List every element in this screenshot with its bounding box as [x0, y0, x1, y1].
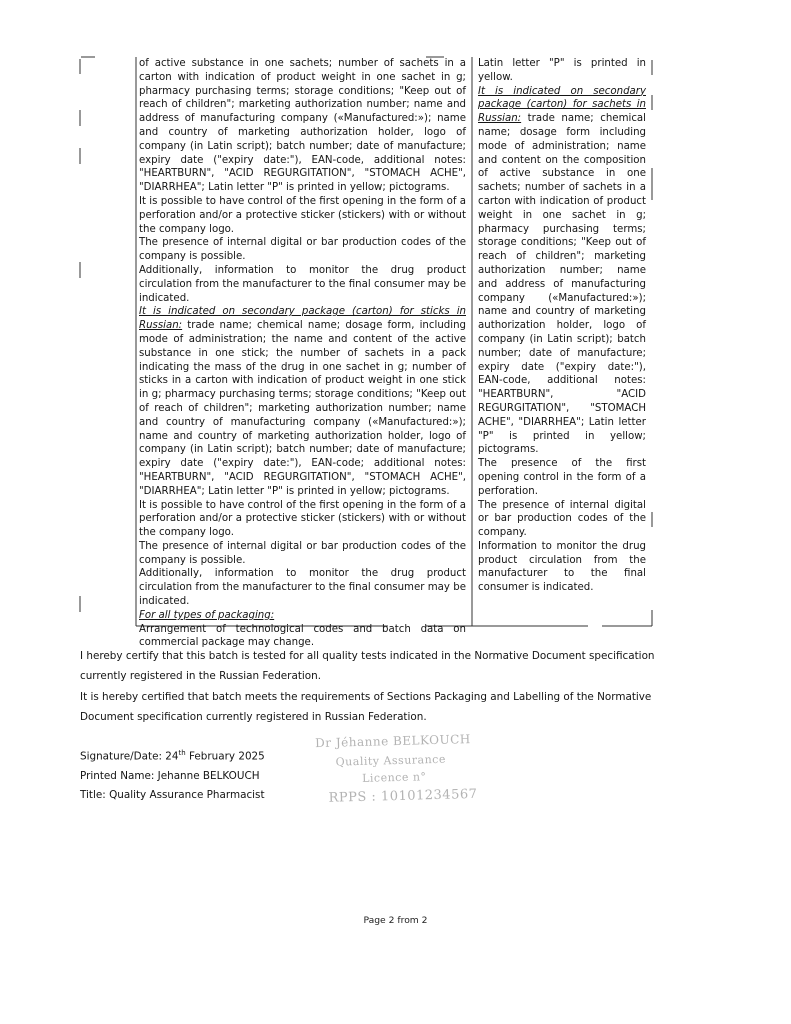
all-types-heading: For all types of packaging: [139, 609, 275, 621]
printed-name: Printed Name: Jehanne BELKOUCH [80, 769, 260, 782]
left-para-first-opening: It is possible to have control of the first opening in the form of a perforation and/or a protective sticker (stickers) with or without the company logo. [139, 195, 466, 235]
page-number: Page 2 from 2 [363, 915, 428, 926]
left-para-packaging-contents: of active substance in one sachets; number of sachets in a carton with indication of product weight in one sachet in g; pharmacy purchasing terms; storage conditions; "Keep out of reach of children"; marketing authorization number; name and address of manufacturing company («Manufactured:»); name and country of marketing authorization holder, logo of company (in Latin script); batch number; date of manufacture; expiry date ("expiry date:"), EAN-code, additional notes: "HEARTBURN", "ACID REGURGITATION", "STOMACH ACHE", "DIARRHEA"; Latin letter "P" is printed in yellow; pictograms. [139, 58, 466, 194]
right-column-text [478, 57, 646, 595]
certification-line-1: I hereby certify that this batch is tested for all quality tests indicated in the Normative Document specification currently registered in the Russian Federation. [80, 650, 655, 682]
quality-assurance-stamp [311, 732, 483, 814]
stamp-line-licence: Licence n° [361, 770, 427, 785]
left-para-first-opening-2: It is possible to have control of the first opening in the form of a perforation and/or a protective sticker (stickers) with or without the company logo. [139, 499, 466, 539]
sticks-section-text: trade name; chemical name; dosage form, including mode of administration; the name and content of the active substance in one stick; the number of sachets in a pack indicating the mass of the drug in one sachet in g; number of sticks in a carton with indication of product weight in one stick in g; pharmacy purchasing terms; storage conditions; "Keep out of reach of children"; marketing authorization number; name and country of manufacturing company («Manufactured:»); name and country of marketing authorization holder, logo of company (in Latin script); batch number; date of manufacture; expiry date ("expiry date:"), EAN-code; additional notes: "HEARTBURN", "ACID REGURGITATION", "STOMACH ACHE", "DIARRHEA"; Latin letter "P" is printed in yellow; pictograms. [139, 320, 466, 497]
right-para-first-opening: The presence of the first opening control in the form of a perforation. [478, 458, 646, 497]
right-para-circulation-info: Information to monitor the drug product circulation from the manufacturer to the final consumer is indicated. [478, 540, 646, 594]
signer-title: Title: Quality Assurance Pharmacist [80, 789, 265, 802]
right-para-production-codes: The presence of internal digital or bar production codes of the company. [478, 499, 646, 539]
left-para-circulation-info: Additionally, information to monitor the drug product circulation from the manufacturer to the final consumer may be indicated. [139, 264, 466, 304]
left-para-circulation-info-2: Additionally, information to monitor the drug product circulation from the manufacturer to the final consumer may be indicated. [139, 568, 466, 608]
right-para-sachets-section [478, 85, 646, 458]
sachets-section-text: trade name; chemical name; dosage form including mode of administration; name and content on the composition of active substance in one sachets; number of sachets in a carton with indication of product weight in one sachet in g; pharmacy purchasing terms; storage conditions; "Keep out of reach of children"; marketing authorization number; name and address of manufacturing company («Manufactured:»); name and country of marketing authorization holder, logo of company (in Latin script); batch number; date of manufacture; expiry date ("expiry date:"), EAN-code, additional notes: "HEARTBURN", "ACID REGURGITATION", "STOMACH ACHE", "DIARRHEA"; Latin letter "P" is printed in yellow; pictograms. [478, 113, 646, 456]
signature-block [80, 744, 265, 806]
certification-statement-tests [80, 647, 655, 686]
stamp-line-name: Dr Jéhanne BELKOUCH [315, 732, 471, 751]
right-para-latin-letter: Latin letter "P" is printed in yellow. [478, 58, 646, 83]
left-para-sticks-section [139, 305, 466, 498]
left-column-text [139, 57, 466, 650]
stamp-line-rpps: RPPS : 10101234567 [328, 786, 478, 806]
sticks-section-heading: It is indicated on secondary package (carton) for sticks in Russian: [139, 306, 466, 332]
all-types-heading-row [139, 609, 466, 623]
certification-line-2: It is hereby certified that batch meets the requirements of Sections Packaging and Labelling of the Normative Document specification currently registered in Russian Federation. [80, 691, 652, 723]
left-para-arrangement: Arrangement of technological codes and batch data on commercial package may change. [139, 623, 466, 649]
sachets-section-heading: It is indicated on secondary package (carton) for sachets in Russian: [478, 85, 646, 125]
certification-statement-packaging [80, 688, 655, 727]
stamp-line-role: Quality Assurance [335, 752, 447, 769]
left-para-production-codes-2: The presence of internal digital or bar production codes of the company is possible. [139, 540, 466, 566]
signature-date: Signature/Date: 24th February 2025 [80, 749, 265, 763]
left-para-production-codes: The presence of internal digital or bar production codes of the company is possible. [139, 237, 466, 263]
